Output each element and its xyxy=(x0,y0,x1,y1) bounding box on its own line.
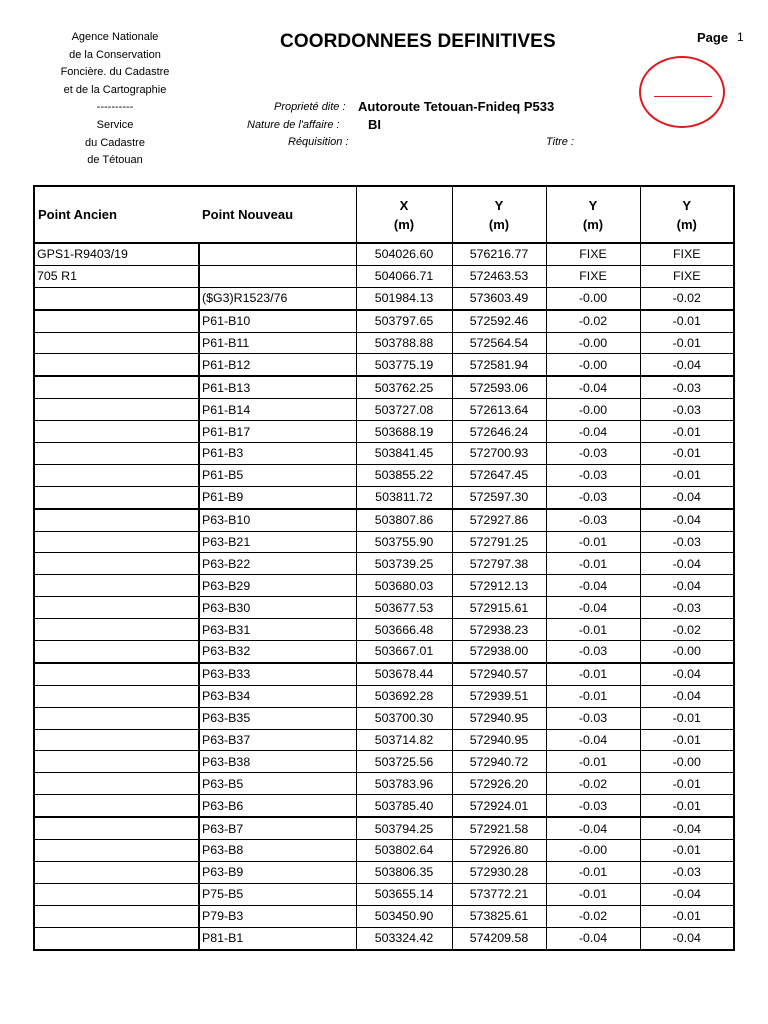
cell-point-nouveau: P63-B37 xyxy=(199,729,356,751)
cell-y: 572926.80 xyxy=(452,840,546,862)
cell-x: 503806.35 xyxy=(356,861,452,883)
titre-label: Titre : xyxy=(546,136,575,148)
table-row xyxy=(34,354,734,376)
cell-y: 572592.46 xyxy=(452,310,546,332)
table-row xyxy=(34,685,734,707)
header-point-nouveau: Point Nouveau xyxy=(199,186,356,243)
red-stamp-circle xyxy=(639,56,725,128)
cell-x: 503678.44 xyxy=(356,663,452,685)
cell-ecart-x: -0.03 xyxy=(640,399,734,421)
table-row xyxy=(34,729,734,751)
header-y3 xyxy=(640,186,734,243)
cell-ecart-x: -0.03 xyxy=(640,597,734,619)
cell-ecart-x: -0.00 xyxy=(640,641,734,663)
cell-y: 572940.72 xyxy=(452,751,546,773)
cell-point-ancien xyxy=(34,310,199,332)
propriete-label: Proprieté dite : xyxy=(274,101,346,113)
cell-y: 573603.49 xyxy=(452,287,546,309)
cell-point-nouveau: P63-B6 xyxy=(199,795,356,817)
table-row xyxy=(34,332,734,354)
cell-x: 503855.22 xyxy=(356,464,452,486)
cell-point-ancien xyxy=(34,443,199,465)
cell-ecart-x: -0.04 xyxy=(640,354,734,376)
cell-point-ancien xyxy=(34,685,199,707)
cell-point-nouveau: P61-B11 xyxy=(199,332,356,354)
cell-y: 572463.53 xyxy=(452,265,546,287)
cell-ecart-y: -0.03 xyxy=(546,707,640,729)
cell-ecart-y: -0.03 xyxy=(546,795,640,817)
table-row xyxy=(34,927,734,949)
agency-block xyxy=(40,29,190,170)
agency-line: et de la Cartographie xyxy=(63,83,167,96)
cell-ecart-y: -0.01 xyxy=(546,883,640,905)
cell-point-nouveau: P63-B33 xyxy=(199,663,356,685)
cell-ecart-y: -0.03 xyxy=(546,464,640,486)
cell-point-nouveau: P79-B3 xyxy=(199,905,356,927)
agency-line: Foncière. du Cadastre xyxy=(60,66,170,79)
table-row xyxy=(34,619,734,641)
cell-ecart-x: -0.01 xyxy=(640,795,734,817)
cell-x: 503688.19 xyxy=(356,421,452,443)
cell-y: 572791.25 xyxy=(452,531,546,553)
cell-point-nouveau: P61-B12 xyxy=(199,354,356,376)
cell-point-ancien xyxy=(34,729,199,751)
cell-ecart-y: -0.04 xyxy=(546,729,640,751)
cell-point-nouveau: P61-B17 xyxy=(199,421,356,443)
table-row xyxy=(34,464,734,486)
cell-point-ancien xyxy=(34,354,199,376)
cell-x: 503700.30 xyxy=(356,707,452,729)
cell-point-ancien xyxy=(34,795,199,817)
cell-x: 503794.25 xyxy=(356,817,452,839)
cell-point-nouveau: P63-B8 xyxy=(199,840,356,862)
cell-point-nouveau: P63-B31 xyxy=(199,619,356,641)
cell-y: 572593.06 xyxy=(452,376,546,398)
coordinates-table xyxy=(33,185,735,951)
cell-point-ancien xyxy=(34,663,199,685)
cell-ecart-x: -0.03 xyxy=(640,531,734,553)
cell-ecart-y: -0.01 xyxy=(546,553,640,575)
cell-ecart-x: -0.01 xyxy=(640,443,734,465)
cell-ecart-x: -0.04 xyxy=(640,486,734,508)
cell-point-nouveau: P63-B21 xyxy=(199,531,356,553)
cell-y: 572939.51 xyxy=(452,685,546,707)
table-row xyxy=(34,795,734,817)
table-row xyxy=(34,376,734,398)
table-row xyxy=(34,443,734,465)
cell-ecart-x: -0.04 xyxy=(640,509,734,531)
cell-point-nouveau: P63-B38 xyxy=(199,751,356,773)
cell-ecart-y: -0.00 xyxy=(546,354,640,376)
cell-ecart-x: -0.01 xyxy=(640,332,734,354)
cell-x: 503802.64 xyxy=(356,840,452,862)
agency-line: de la Conservation xyxy=(69,48,161,61)
cell-ecart-y: FIXE xyxy=(546,265,640,287)
cell-point-ancien xyxy=(34,619,199,641)
cell-y: 572940.57 xyxy=(452,663,546,685)
cell-ecart-y: -0.03 xyxy=(546,509,640,531)
cell-point-nouveau: P63-B7 xyxy=(199,817,356,839)
cell-point-nouveau: P63-B30 xyxy=(199,597,356,619)
cell-y: 572926.20 xyxy=(452,773,546,795)
cell-ecart-x: -0.01 xyxy=(640,421,734,443)
agency-line: Service xyxy=(96,118,134,131)
cell-ecart-y: -0.04 xyxy=(546,376,640,398)
cell-y: 572581.94 xyxy=(452,354,546,376)
table-row xyxy=(34,751,734,773)
page-label: Page xyxy=(697,30,729,45)
table-row xyxy=(34,663,734,685)
cell-point-ancien xyxy=(34,861,199,883)
cell-ecart-y: -0.01 xyxy=(546,531,640,553)
cell-y: 572597.30 xyxy=(452,486,546,508)
cell-point-nouveau: P61-B13 xyxy=(199,376,356,398)
header-point-ancien: Point Ancien xyxy=(34,186,199,243)
cell-ecart-x: -0.03 xyxy=(640,376,734,398)
cell-point-ancien xyxy=(34,883,199,905)
table-row xyxy=(34,287,734,309)
header-x-unit: (m) xyxy=(393,216,415,232)
header-y xyxy=(452,186,546,243)
cell-ecart-x: -0.03 xyxy=(640,861,734,883)
cell-point-ancien xyxy=(34,421,199,443)
cell-point-ancien xyxy=(34,927,199,949)
cell-y: 572924.01 xyxy=(452,795,546,817)
cell-x: 503666.48 xyxy=(356,619,452,641)
cell-ecart-x: FIXE xyxy=(640,265,734,287)
cell-point-nouveau xyxy=(199,265,356,287)
cell-ecart-y: -0.01 xyxy=(546,861,640,883)
cell-point-ancien xyxy=(34,751,199,773)
nature-value: BI xyxy=(368,117,381,132)
header-y2 xyxy=(546,186,640,243)
cell-point-ancien xyxy=(34,575,199,597)
header-y-unit: (m) xyxy=(488,216,510,232)
cell-point-ancien xyxy=(34,707,199,729)
cell-x: 503841.45 xyxy=(356,443,452,465)
cell-x: 503775.19 xyxy=(356,354,452,376)
cell-ecart-y: -0.01 xyxy=(546,663,640,685)
cell-ecart-y: -0.01 xyxy=(546,685,640,707)
cell-ecart-x: -0.04 xyxy=(640,663,734,685)
cell-x: 503739.25 xyxy=(356,553,452,575)
cell-ecart-y: -0.04 xyxy=(546,575,640,597)
header-x-label: X xyxy=(399,197,409,213)
cell-x: 503692.28 xyxy=(356,685,452,707)
cell-y: 573772.21 xyxy=(452,883,546,905)
cell-point-nouveau: P63-B10 xyxy=(199,509,356,531)
header-y3-unit: (m) xyxy=(676,216,697,232)
agency-separator: ---------- xyxy=(96,101,134,114)
stamp-line xyxy=(654,96,712,97)
agency-line: du Cadastre xyxy=(85,136,145,149)
cell-y: 572613.64 xyxy=(452,399,546,421)
cell-point-ancien xyxy=(34,486,199,508)
cell-point-nouveau: P63-B34 xyxy=(199,685,356,707)
cell-ecart-y: FIXE xyxy=(546,243,640,265)
cell-y: 572797.38 xyxy=(452,553,546,575)
cell-point-nouveau: P63-B35 xyxy=(199,707,356,729)
cell-point-nouveau: P81-B1 xyxy=(199,927,356,949)
cell-ecart-x: -0.04 xyxy=(640,883,734,905)
cell-x: 503680.03 xyxy=(356,575,452,597)
cell-point-nouveau: P61-B3 xyxy=(199,443,356,465)
table-row xyxy=(34,421,734,443)
cell-ecart-x: -0.04 xyxy=(640,553,734,575)
cell-point-ancien xyxy=(34,509,199,531)
cell-y: 572921.58 xyxy=(452,817,546,839)
cell-y: 572938.23 xyxy=(452,619,546,641)
cell-ecart-y: -0.00 xyxy=(546,332,640,354)
table-row xyxy=(34,265,734,287)
cell-point-ancien xyxy=(34,817,199,839)
cell-y: 572647.45 xyxy=(452,464,546,486)
cell-ecart-y: -0.03 xyxy=(546,641,640,663)
cell-x: 501984.13 xyxy=(356,287,452,309)
cell-ecart-x: -0.04 xyxy=(640,685,734,707)
cell-point-ancien xyxy=(34,332,199,354)
cell-ecart-x: -0.02 xyxy=(640,287,734,309)
cell-ecart-x: -0.01 xyxy=(640,707,734,729)
table-row xyxy=(34,641,734,663)
cell-x: 503677.53 xyxy=(356,597,452,619)
header-y2-label: Y xyxy=(588,197,598,213)
table-row xyxy=(34,486,734,508)
cell-y: 573825.61 xyxy=(452,905,546,927)
cell-ecart-y: -0.03 xyxy=(546,486,640,508)
cell-point-ancien xyxy=(34,399,199,421)
cell-ecart-x: -0.04 xyxy=(640,575,734,597)
cell-ecart-y: -0.00 xyxy=(546,840,640,862)
table-row xyxy=(34,597,734,619)
cell-point-nouveau xyxy=(199,243,356,265)
table-row xyxy=(34,509,734,531)
cell-ecart-y: -0.03 xyxy=(546,443,640,465)
cell-point-ancien xyxy=(34,905,199,927)
table-row xyxy=(34,817,734,839)
cell-ecart-y: -0.02 xyxy=(546,773,640,795)
cell-point-ancien xyxy=(34,287,199,309)
cell-x: 503797.65 xyxy=(356,310,452,332)
table-row xyxy=(34,399,734,421)
cell-ecart-x: -0.02 xyxy=(640,619,734,641)
cell-x: 503785.40 xyxy=(356,795,452,817)
cell-ecart-x: -0.04 xyxy=(640,927,734,949)
cell-point-ancien xyxy=(34,464,199,486)
cell-point-nouveau: P75-B5 xyxy=(199,883,356,905)
cell-point-nouveau: P63-B9 xyxy=(199,861,356,883)
requisition-label: Réquisition : xyxy=(288,136,349,148)
cell-y: 572930.28 xyxy=(452,861,546,883)
cell-y: 572940.95 xyxy=(452,707,546,729)
cell-ecart-y: -0.00 xyxy=(546,287,640,309)
propriete-value: Autoroute Tetouan-Fnideq P533 xyxy=(358,99,555,114)
header-y2-unit: (m) xyxy=(582,216,604,232)
nature-label: Nature de l'affaire : xyxy=(247,119,340,131)
cell-ecart-x: -0.01 xyxy=(640,729,734,751)
cell-point-nouveau: P61-B10 xyxy=(199,310,356,332)
cell-ecart-y: -0.02 xyxy=(546,310,640,332)
cell-ecart-x: -0.04 xyxy=(640,817,734,839)
table-row xyxy=(34,883,734,905)
header-y-label: Y xyxy=(494,197,504,213)
cell-point-ancien xyxy=(34,641,199,663)
cell-x: 503755.90 xyxy=(356,531,452,553)
cell-ecart-y: -0.02 xyxy=(546,905,640,927)
cell-y: 574209.58 xyxy=(452,927,546,949)
agency-line: Agence Nationale xyxy=(71,31,159,43)
page-number: 1 xyxy=(737,30,744,44)
cell-point-ancien: 705 R1 xyxy=(34,265,199,287)
cell-ecart-y: -0.01 xyxy=(546,619,640,641)
cell-point-nouveau: P61-B5 xyxy=(199,464,356,486)
cell-point-nouveau: P61-B9 xyxy=(199,486,356,508)
cell-x: 503667.01 xyxy=(356,641,452,663)
table-row xyxy=(34,243,734,265)
table-row xyxy=(34,575,734,597)
cell-point-ancien xyxy=(34,531,199,553)
cell-point-ancien xyxy=(34,597,199,619)
table-row xyxy=(34,840,734,862)
cell-ecart-y: -0.04 xyxy=(546,817,640,839)
cell-y: 576216.77 xyxy=(452,243,546,265)
table-row xyxy=(34,905,734,927)
cell-x: 503783.96 xyxy=(356,773,452,795)
header-x xyxy=(356,186,452,243)
cell-y: 572912.13 xyxy=(452,575,546,597)
cell-ecart-x: -0.01 xyxy=(640,310,734,332)
cell-y: 572700.93 xyxy=(452,443,546,465)
cell-point-ancien: GPS1-R9403/19 xyxy=(34,243,199,265)
cell-x: 503788.88 xyxy=(356,332,452,354)
cell-y: 572915.61 xyxy=(452,597,546,619)
cell-x: 503655.14 xyxy=(356,883,452,905)
table-row xyxy=(34,861,734,883)
table-row xyxy=(34,707,734,729)
cell-ecart-y: -0.00 xyxy=(546,399,640,421)
cell-point-nouveau: P61-B14 xyxy=(199,399,356,421)
cell-ecart-y: -0.04 xyxy=(546,597,640,619)
agency-line: de Tétouan xyxy=(87,154,143,167)
cell-x: 504066.71 xyxy=(356,265,452,287)
cell-x: 503807.86 xyxy=(356,509,452,531)
cell-point-ancien xyxy=(34,773,199,795)
cell-ecart-x: -0.01 xyxy=(640,773,734,795)
cell-point-nouveau: ($G3)R1523/76 xyxy=(199,287,356,309)
cell-x: 503725.56 xyxy=(356,751,452,773)
cell-ecart-x: -0.01 xyxy=(640,840,734,862)
page-title: COORDONNEES DEFINITIVES xyxy=(280,31,556,52)
cell-ecart-y: -0.04 xyxy=(546,927,640,949)
cell-ecart-x: FIXE xyxy=(640,243,734,265)
table-row xyxy=(34,531,734,553)
cell-ecart-y: -0.04 xyxy=(546,421,640,443)
cell-y: 572564.54 xyxy=(452,332,546,354)
cell-y: 572927.86 xyxy=(452,509,546,531)
cell-x: 503727.08 xyxy=(356,399,452,421)
table-row xyxy=(34,773,734,795)
cell-ecart-y: -0.01 xyxy=(546,751,640,773)
cell-y: 572938.00 xyxy=(452,641,546,663)
cell-point-ancien xyxy=(34,840,199,862)
cell-point-nouveau: P63-B29 xyxy=(199,575,356,597)
cell-point-nouveau: P63-B5 xyxy=(199,773,356,795)
cell-x: 504026.60 xyxy=(356,243,452,265)
cell-point-ancien xyxy=(34,376,199,398)
table-body xyxy=(34,243,734,950)
cell-x: 503762.25 xyxy=(356,376,452,398)
cell-x: 503450.90 xyxy=(356,905,452,927)
table-row xyxy=(34,310,734,332)
cell-x: 503811.72 xyxy=(356,486,452,508)
cell-ecart-x: -0.01 xyxy=(640,905,734,927)
cell-point-nouveau: P63-B22 xyxy=(199,553,356,575)
header-y3-label: Y xyxy=(682,197,692,213)
cell-ecart-x: -0.01 xyxy=(640,464,734,486)
cell-y: 572940.95 xyxy=(452,729,546,751)
cell-x: 503714.82 xyxy=(356,729,452,751)
table-row xyxy=(34,553,734,575)
cell-y: 572646.24 xyxy=(452,421,546,443)
cell-point-ancien xyxy=(34,553,199,575)
cell-x: 503324.42 xyxy=(356,927,452,949)
cell-point-nouveau: P63-B32 xyxy=(199,641,356,663)
table-header-row xyxy=(34,186,734,243)
cell-ecart-x: -0.00 xyxy=(640,751,734,773)
